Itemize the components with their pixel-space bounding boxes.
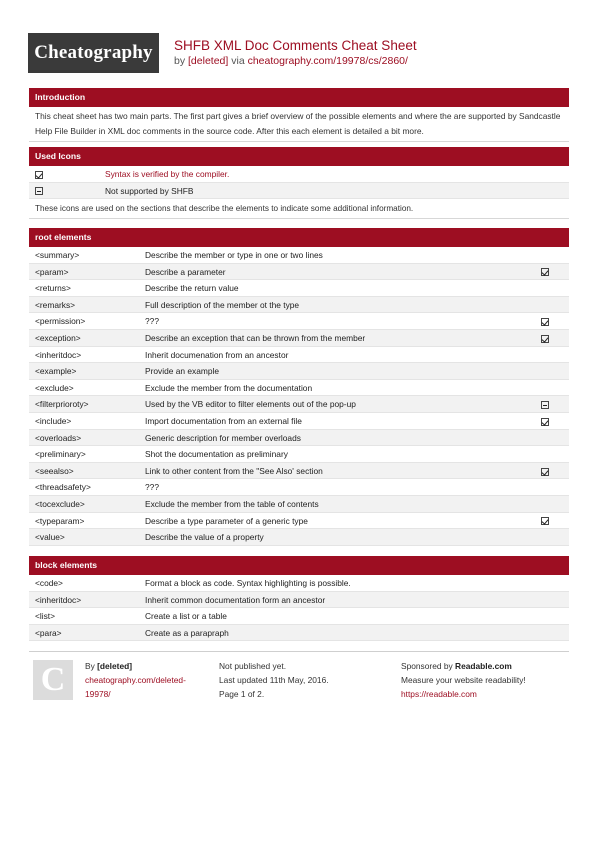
element-tag: <list> <box>35 611 56 622</box>
element-tag: <inheritdoc> <box>35 594 82 605</box>
check-icon <box>541 335 549 343</box>
cheatography-logo[interactable]: Cheatography <box>28 33 159 73</box>
element-tag: <seealso> <box>35 465 74 476</box>
element-description: Shot the documentation as preliminary <box>145 449 288 460</box>
element-description: Describe an exception that can be thrown from the member <box>145 332 366 343</box>
element-description: Full description of the member ot the type <box>145 299 300 310</box>
table-row <box>29 396 569 413</box>
table-row <box>29 446 569 463</box>
element-tag: <exception> <box>35 332 81 343</box>
element-tag: <exclude> <box>35 382 74 393</box>
check-icon <box>541 517 549 525</box>
footer-publish-info <box>219 659 329 701</box>
table-row <box>29 463 569 480</box>
element-description: Describe a parameter <box>145 266 226 277</box>
byline <box>174 55 408 67</box>
element-description: Create as a parapraph <box>145 627 229 638</box>
check-icon <box>35 171 43 179</box>
footer-updated: Last updated 11th May, 2016. <box>219 675 329 685</box>
element-tag: <returns> <box>35 283 71 294</box>
check-icon <box>541 318 549 326</box>
element-tag: <filterprioroty> <box>35 399 89 410</box>
table-row <box>29 330 569 347</box>
used-icons-section <box>29 147 569 219</box>
block-elements-table <box>29 575 569 641</box>
element-description: Describe the member or type in one or two lines <box>145 250 323 260</box>
icons-note: These icons are used on the sections that describe the elements to indicate some additional information. <box>29 199 569 219</box>
table-row <box>29 430 569 447</box>
element-description: Provide an example <box>145 366 220 377</box>
element-description: Generic description for member overloads <box>145 432 301 443</box>
check-icon <box>541 418 549 426</box>
element-tag: <tocexclude> <box>35 498 85 509</box>
sheet-url-link[interactable]: cheatography.com/19978/cs/2860/ <box>247 55 408 67</box>
footer-author-url-2[interactable]: 19978/ <box>85 689 111 699</box>
footer-published: Not published yet. <box>219 661 287 671</box>
element-description: Inherit documenation from an ancestor <box>145 349 289 360</box>
element-description: Exclude the member from the table of contents <box>145 498 319 509</box>
element-description: Import documentation from an external file <box>145 415 302 426</box>
footer-sponsor <box>401 659 526 701</box>
element-tag: <preliminary> <box>35 449 86 460</box>
table-row <box>29 625 569 642</box>
table-row <box>29 608 569 625</box>
page-title: SHFB XML Doc Comments Cheat Sheet <box>174 38 417 53</box>
footer-author <box>85 659 186 701</box>
table-row <box>29 297 569 314</box>
footer-page-number: Page 1 of 2. <box>219 689 265 699</box>
table-row <box>29 413 569 430</box>
table-row <box>29 513 569 530</box>
element-description: ??? <box>145 316 159 327</box>
element-description: Describe the return value <box>145 283 239 294</box>
table-row <box>29 363 569 380</box>
table-row <box>29 592 569 609</box>
element-tag: <inheritdoc> <box>35 349 82 360</box>
footer-sponsor-name: Readable.com <box>455 661 512 671</box>
table-row <box>29 247 569 264</box>
table-row <box>29 313 569 330</box>
used-icons-heading: Used Icons <box>29 147 569 166</box>
byline-via: via <box>231 55 245 67</box>
element-description: Describe a type parameter of a generic type <box>145 515 308 526</box>
element-tag: <param> <box>35 266 69 277</box>
icon-legend-label: Not supported by SHFB <box>105 185 194 196</box>
element-tag: <overloads> <box>35 432 82 443</box>
element-description: ??? <box>145 482 159 493</box>
icon-legend-row <box>29 183 569 200</box>
element-tag: <include> <box>35 415 72 426</box>
element-description: Used by the VB editor to filter elements out of the pop-up <box>145 399 356 410</box>
introduction-heading: Introduction <box>29 88 569 107</box>
table-row <box>29 347 569 364</box>
page-header <box>0 0 600 86</box>
element-description: Format a block as code. Syntax highlighting is possible. <box>145 578 351 588</box>
element-description: Describe the value of a property <box>145 532 264 543</box>
table-row <box>29 380 569 397</box>
element-tag: <value> <box>35 532 65 543</box>
introduction-section <box>29 88 569 142</box>
block-elements-heading: block elements <box>29 556 569 575</box>
footer-author-name: [deleted] <box>97 661 133 671</box>
footer-sponsor-tagline: Measure your website readability! <box>401 675 526 685</box>
page-footer <box>29 651 569 711</box>
element-tag: <permission> <box>35 316 86 327</box>
footer-by: By <box>85 661 95 671</box>
footer-sponsor-prefix: Sponsored by <box>401 661 453 671</box>
block-elements-section <box>29 556 569 641</box>
introduction-text: This cheat sheet has two main parts. The first part gives a brief overview of the possible elements and where the are supported by Sandcastle Help File Builder in XML doc comments in the source code. After this each element is detailed a bit more. <box>29 107 569 142</box>
minus-box-icon <box>541 401 549 409</box>
element-tag: <typeparam> <box>35 515 85 526</box>
root-elements-heading: root elements <box>29 228 569 247</box>
footer-author-url-1[interactable]: cheatography.com/deleted- <box>85 675 186 685</box>
icon-legend-label: Syntax is verified by the compiler. <box>105 169 230 179</box>
table-row <box>29 479 569 496</box>
check-icon <box>541 468 549 476</box>
root-elements-table <box>29 247 569 546</box>
element-tag: <remarks> <box>35 299 76 310</box>
element-description: Exclude the member from the documentation <box>145 382 313 393</box>
footer-sponsor-url[interactable]: https://readable.com <box>401 689 477 699</box>
table-row <box>29 575 569 592</box>
minus-box-icon <box>35 187 43 195</box>
icon-legend-row <box>29 166 569 183</box>
element-description: Link to other content from the "See Also' section <box>145 465 323 476</box>
element-tag: <code> <box>35 578 63 588</box>
table-row <box>29 529 569 546</box>
table-row <box>29 280 569 297</box>
author-link[interactable]: [deleted] <box>188 55 229 67</box>
element-description: Inherit common documentation form an ancestor <box>145 594 326 605</box>
element-tag: <example> <box>35 366 77 377</box>
author-avatar: C <box>33 660 73 700</box>
element-description: Create a list or a table <box>145 611 227 622</box>
check-icon <box>541 268 549 276</box>
element-tag: <summary> <box>35 250 80 260</box>
table-row <box>29 496 569 513</box>
element-tag: <threadsafety> <box>35 482 91 493</box>
element-tag: <para> <box>35 627 62 638</box>
byline-by: by <box>174 55 186 67</box>
root-elements-section <box>29 228 569 546</box>
table-row <box>29 264 569 281</box>
